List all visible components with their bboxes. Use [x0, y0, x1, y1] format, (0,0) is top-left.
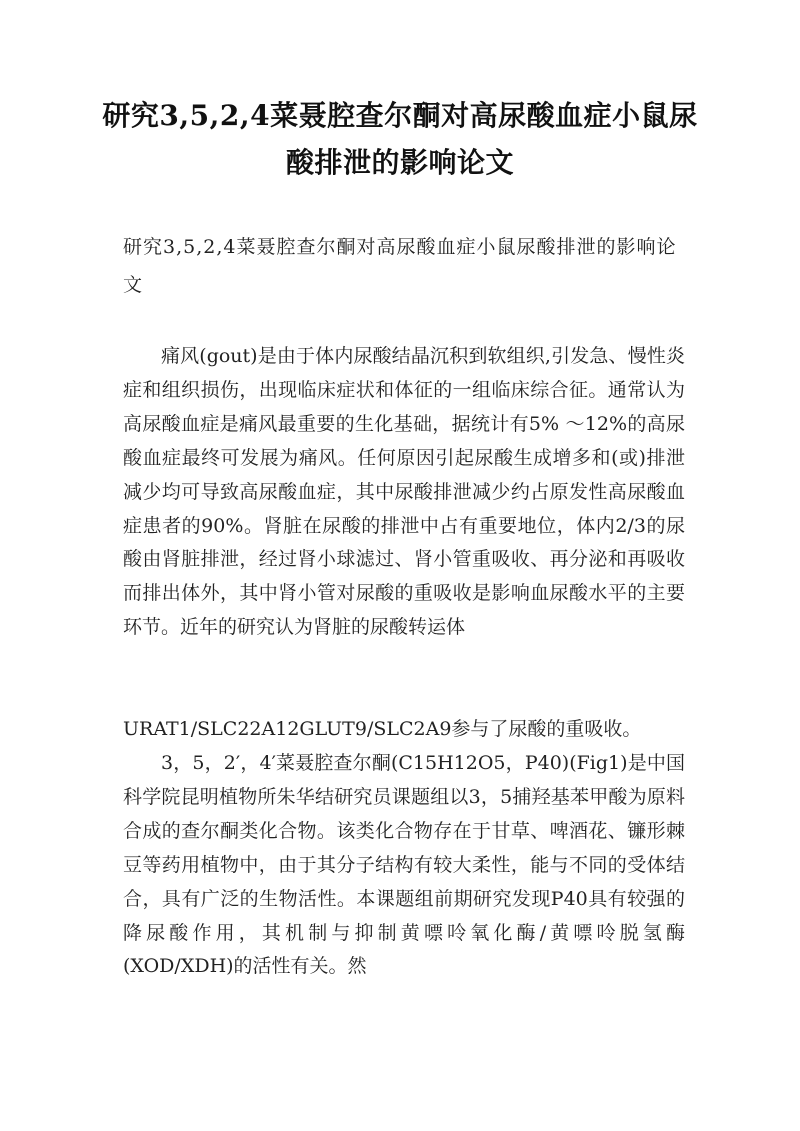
document-subtitle: 研究3,5,2,4菜聂腔查尔酮对高尿酸血症小鼠尿酸排泄的影响论文: [123, 236, 677, 296]
paragraph-urat1-line: URAT1/SLC22A12GLUT9/SLC2A9参与了尿酸的重吸收。: [123, 718, 642, 740]
paragraph-p40-compound: 3，5，2′，4′菜聂腔查尔酮(C15H12O5，P40)(Fig1)是中国科学院昆明植物所朱华结研究员课题组以3，5捕羟基苯甲酸为原料合成的查尔酮类化合物。该类化合物存在于甘草、啤酒花、镰形棘豆等药用植物中，由于其分子结构有较大柔性，能与不同的受体结合，具有广泛的生物活性。本课题组前期研究发现P40具有较强的降尿酸作用，其机制与抑制黄嘌呤氧化酶/黄嘌呤脱氢酶(XOD/XDH)的活性有关。然: [123, 752, 685, 978]
paragraph-gout-intro: 痛风(gout)是由于体内尿酸结晶沉积到软组织,引发急、慢性炎症和组织损伤，出现临床症状和体征的一组临床综合征。通常认为高尿酸血症是痛风最重要的生化基础，据统计有5% ～12%的高尿酸血症最终可发展为痛风。任何原因引起尿酸生成增多和(或)排泄减少均可导致高尿酸血症，其中尿酸排泄减少约占原发性高尿酸血症患者的90%。肾脏在尿酸的排泄中占有重要地位，体内2/3的尿酸由肾脏排泄，经过肾小球滤过、肾小管重吸收、再分泌和再吸收而排出体外，其中肾小管对尿酸的重吸收是影响血尿酸水平的主要环节。近年的研究认为肾脏的尿酸转运体: [123, 345, 685, 639]
document-title: 研究3,5,2,4菜聂腔查尔酮对高尿酸血症小鼠尿酸排泄的影响论文: [102, 99, 698, 179]
